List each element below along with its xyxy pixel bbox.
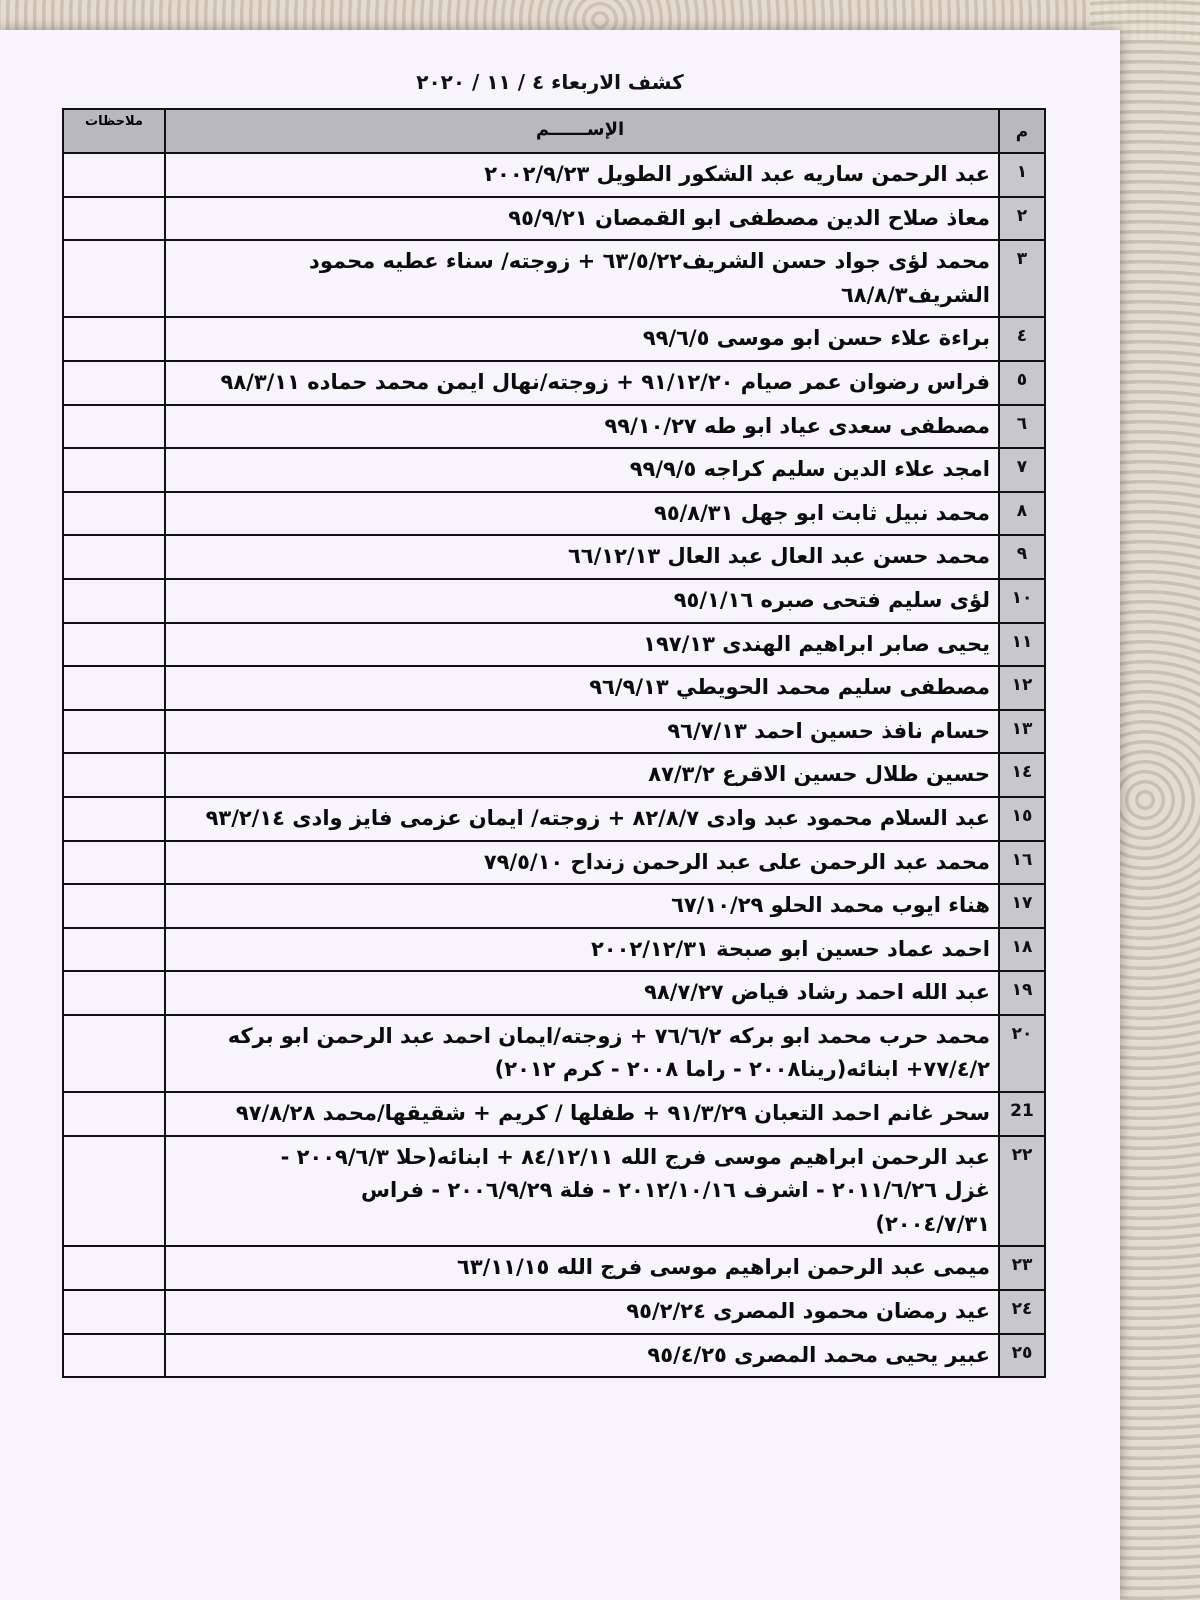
row-number: ١١ bbox=[998, 624, 1044, 666]
table-row bbox=[64, 198, 1044, 242]
row-number: ٧ bbox=[998, 449, 1044, 491]
row-notes bbox=[64, 624, 164, 666]
row-notes bbox=[64, 1291, 164, 1333]
row-notes bbox=[64, 842, 164, 884]
row-notes bbox=[64, 362, 164, 404]
row-name: هناء ايوب محمد الحلو ٦٧/١٠/٢٩ bbox=[164, 885, 998, 927]
row-name: معاذ صلاح الدين مصطفى ابو القمصان ٩٥/٩/٢١ bbox=[164, 198, 998, 240]
row-notes bbox=[64, 493, 164, 535]
table-row bbox=[64, 842, 1044, 886]
row-number: ١٤ bbox=[998, 754, 1044, 796]
row-number: ٢٠ bbox=[998, 1016, 1044, 1091]
table-row bbox=[64, 624, 1044, 668]
table-row bbox=[64, 798, 1044, 842]
row-number: 21 bbox=[998, 1093, 1044, 1135]
names-table bbox=[62, 108, 1046, 1378]
row-notes bbox=[64, 711, 164, 753]
table-row bbox=[64, 154, 1044, 198]
row-name: فراس رضوان عمر صيام ٩١/١٢/٢٠ + زوجته/نهال ايمن محمد حماده ٩٨/٣/١١ bbox=[164, 362, 998, 404]
row-notes bbox=[64, 198, 164, 240]
row-name: محمد حسن عبد العال عبد العال ٦٦/١٢/١٣ bbox=[164, 536, 998, 578]
header-name: الإســــــم bbox=[164, 110, 998, 152]
row-number: ٩ bbox=[998, 536, 1044, 578]
table-row bbox=[64, 754, 1044, 798]
row-number: ١٧ bbox=[998, 885, 1044, 927]
table-row bbox=[64, 493, 1044, 537]
row-name: امجد علاء الدين سليم كراجه ٩٩/٩/٥ bbox=[164, 449, 998, 491]
row-name: احمد عماد حسين ابو صبحة ٢٠٠٢/١٢/٣١ bbox=[164, 929, 998, 971]
row-name: عبد الله احمد رشاد فياض ٩٨/٧/٢٧ bbox=[164, 972, 998, 1014]
row-number: ٢٥ bbox=[998, 1335, 1044, 1377]
row-number: ٦ bbox=[998, 406, 1044, 448]
row-notes bbox=[64, 580, 164, 622]
row-name: ميمى عبد الرحمن ابراهيم موسى فرج الله ٦٣/١١/١٥ bbox=[164, 1247, 998, 1289]
row-notes bbox=[64, 1093, 164, 1135]
row-number: ١ bbox=[998, 154, 1044, 196]
table-row bbox=[64, 362, 1044, 406]
row-number: ١٨ bbox=[998, 929, 1044, 971]
table-row bbox=[64, 1291, 1044, 1335]
table-row bbox=[64, 1093, 1044, 1137]
row-notes bbox=[64, 154, 164, 196]
row-notes bbox=[64, 1335, 164, 1377]
table-row bbox=[64, 929, 1044, 973]
table-row bbox=[64, 972, 1044, 1016]
row-number: ١٦ bbox=[998, 842, 1044, 884]
row-notes bbox=[64, 449, 164, 491]
table-row bbox=[64, 449, 1044, 493]
header-notes: ملاحظات bbox=[85, 114, 143, 129]
row-name: عبد السلام محمود عبد وادى ٨٢/٨/٧ + زوجته/ ايمان عزمى فايز وادى ٩٣/٢/١٤ bbox=[164, 798, 998, 840]
table-header bbox=[64, 110, 1044, 154]
table-row bbox=[64, 711, 1044, 755]
paper-sheet bbox=[0, 30, 1120, 1600]
row-name: محمد حرب محمد ابو بركه ٧٦/٦/٢ + زوجته/ايمان احمد عبد الرحمن ابو بركه ٧٧/٤/٢+ ابنائه(رينا٢٠٠٨ - راما ٢٠٠٨ - كرم ٢٠١٢) bbox=[164, 1016, 998, 1091]
row-name: حسام نافذ حسين احمد ٩٦/٧/١٣ bbox=[164, 711, 998, 753]
row-notes bbox=[64, 241, 164, 316]
row-notes bbox=[64, 1016, 164, 1091]
row-number: ١٣ bbox=[998, 711, 1044, 753]
row-notes bbox=[64, 885, 164, 927]
row-name: محمد لؤى جواد حسن الشريف٦٣/٥/٢٢ + زوجته/ سناء عطيه محمود الشريف٦٨/٨/٣ bbox=[164, 241, 998, 316]
row-notes bbox=[64, 754, 164, 796]
table-row bbox=[64, 1016, 1044, 1093]
row-number: ٢٤ bbox=[998, 1291, 1044, 1333]
row-notes bbox=[64, 972, 164, 1014]
table-row bbox=[64, 318, 1044, 362]
row-notes bbox=[64, 667, 164, 709]
table-row bbox=[64, 406, 1044, 450]
table-row bbox=[64, 536, 1044, 580]
row-notes bbox=[64, 536, 164, 578]
row-number: ١٩ bbox=[998, 972, 1044, 1014]
row-number: ١٥ bbox=[998, 798, 1044, 840]
row-name: محمد عبد الرحمن على عبد الرحمن زنداح ٧٩/٥/١٠ bbox=[164, 842, 998, 884]
table-row bbox=[64, 580, 1044, 624]
row-number: ٣ bbox=[998, 241, 1044, 316]
row-name: محمد نبيل ثابت ابو جهل ٩٥/٨/٣١ bbox=[164, 493, 998, 535]
row-name: عبير يحيى محمد المصرى ٩٥/٤/٢٥ bbox=[164, 1335, 998, 1377]
header-num: م bbox=[998, 110, 1044, 152]
row-number: ١٢ bbox=[998, 667, 1044, 709]
row-name: عيد رمضان محمود المصرى ٩٥/٢/٢٤ bbox=[164, 1291, 998, 1333]
table-row bbox=[64, 885, 1044, 929]
table-row bbox=[64, 241, 1044, 318]
row-name: براءة علاء حسن ابو موسى ٩٩/٦/٥ bbox=[164, 318, 998, 360]
row-name: سحر غانم احمد التعبان ٩١/٣/٢٩ + طفلها / كريم + شقيقها/محمد ٩٧/٨/٢٨ bbox=[164, 1093, 998, 1135]
row-notes bbox=[64, 929, 164, 971]
row-name: عبد الرحمن ساريه عبد الشكور الطويل ٢٠٠٢/٩/٢٣ bbox=[164, 154, 998, 196]
page-title: كشف الاربعاء ٤ / ١١ / ٢٠٢٠ bbox=[416, 70, 684, 94]
row-number: ٢ bbox=[998, 198, 1044, 240]
row-name: يحيى صابر ابراهيم الهندى ١٩٧/١٣ bbox=[164, 624, 998, 666]
row-number: ٢٢ bbox=[998, 1137, 1044, 1246]
row-number: ١٠ bbox=[998, 580, 1044, 622]
row-name: مصطفى سعدى عياد ابو طه ٩٩/١٠/٢٧ bbox=[164, 406, 998, 448]
row-number: ٨ bbox=[998, 493, 1044, 535]
row-number: ٢٣ bbox=[998, 1247, 1044, 1289]
table-row bbox=[64, 1335, 1044, 1377]
row-name: عبد الرحمن ابراهيم موسى فرج الله ٨٤/١٢/١١ + ابنائه(حلا ٢٠٠٩/٦/٣ - غزل ٢٠١١/٦/٢٦ - اشرف ٢٠١٢/١٠/١٦ - فلة ٢٠٠٦/٩/٢٩ - فراس ٢٠٠٤/٧/٣١) bbox=[164, 1137, 998, 1246]
row-notes bbox=[64, 318, 164, 360]
row-notes bbox=[64, 1247, 164, 1289]
table-row bbox=[64, 1137, 1044, 1248]
table-row bbox=[64, 667, 1044, 711]
row-name: حسين طلال حسين الاقرع ٨٧/٣/٢ bbox=[164, 754, 998, 796]
row-name: لؤى سليم فتحى صبره ٩٥/١/١٦ bbox=[164, 580, 998, 622]
row-notes bbox=[64, 1137, 164, 1246]
row-name: مصطفى سليم محمد الحويطي ٩٦/٩/١٣ bbox=[164, 667, 998, 709]
row-notes bbox=[64, 798, 164, 840]
table-row bbox=[64, 1247, 1044, 1291]
row-number: ٤ bbox=[998, 318, 1044, 360]
row-number: ٥ bbox=[998, 362, 1044, 404]
row-notes bbox=[64, 406, 164, 448]
